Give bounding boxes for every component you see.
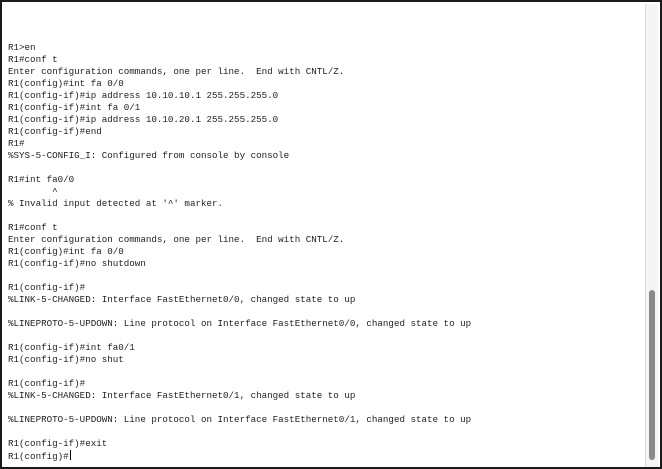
terminal-line: R1#conf t [8,54,58,65]
terminal-line: R1(config-if)#int fa0/1 [8,342,135,353]
terminal-line [8,402,640,414]
terminal-line: %LINEPROTO-5-UPDOWN: Line protocol on Interface FastEthernet0/1, changed state to up [8,414,472,425]
terminal-line: Enter configuration commands, one per line. End with CNTL/Z. [8,234,345,245]
terminal-line: R1(config-if)# [8,378,86,389]
terminal-line: % Invalid input detected at '^' marker. [8,198,224,209]
terminal-line [8,270,640,282]
current-prompt: R1(config)# [8,451,69,462]
terminal-line [8,306,640,318]
terminal-line: R1(config-if)#exit [8,438,108,449]
terminal-prompt-line[interactable] [8,450,640,462]
terminal-line [8,426,640,438]
scrollbar-thumb[interactable] [649,290,655,460]
terminal-line: R1# [8,138,25,149]
terminal-line: Enter configuration commands, one per line. End with CNTL/Z. [8,66,345,77]
vertical-scrollbar[interactable] [645,4,658,467]
terminal-line: R1(config-if)#end [8,126,102,137]
terminal-line: R1(config)#int fa 0/0 [8,246,124,257]
terminal-line [8,330,640,342]
terminal-line: %LINK-5-CHANGED: Interface FastEthernet0/1, changed state to up [8,390,356,401]
terminal-line [8,210,640,222]
terminal-line: R1(config)#int fa 0/0 [8,78,124,89]
terminal-line: %LINEPROTO-5-UPDOWN: Line protocol on Interface FastEthernet0/0, changed state to up [8,318,472,329]
terminal-line: R1(config-if)#int fa 0/1 [8,102,141,113]
terminal-line: R1(config-if)#ip address 10.10.20.1 255.255.255.0 [8,114,279,125]
terminal-line [8,366,640,378]
cli-terminal-output[interactable] [8,42,640,466]
terminal-line: R1#conf t [8,222,58,233]
terminal-line [8,162,640,174]
terminal-line: %LINK-5-CHANGED: Interface FastEthernet0/0, changed state to up [8,294,356,305]
terminal-line: ^ [8,186,58,197]
terminal-line: R1(config-if)# [8,282,86,293]
terminal-line: R1(config-if)#ip address 10.10.10.1 255.255.255.0 [8,90,279,101]
terminal-line: R1(config-if)#no shut [8,354,124,365]
terminal-line: R1(config-if)#no shutdown [8,258,146,269]
terminal-line: %SYS-5-CONFIG_I: Configured from console by console [8,150,290,161]
terminal-line: R1#int fa0/0 [8,174,75,185]
text-cursor [70,450,71,460]
terminal-line: R1>en [8,42,36,53]
